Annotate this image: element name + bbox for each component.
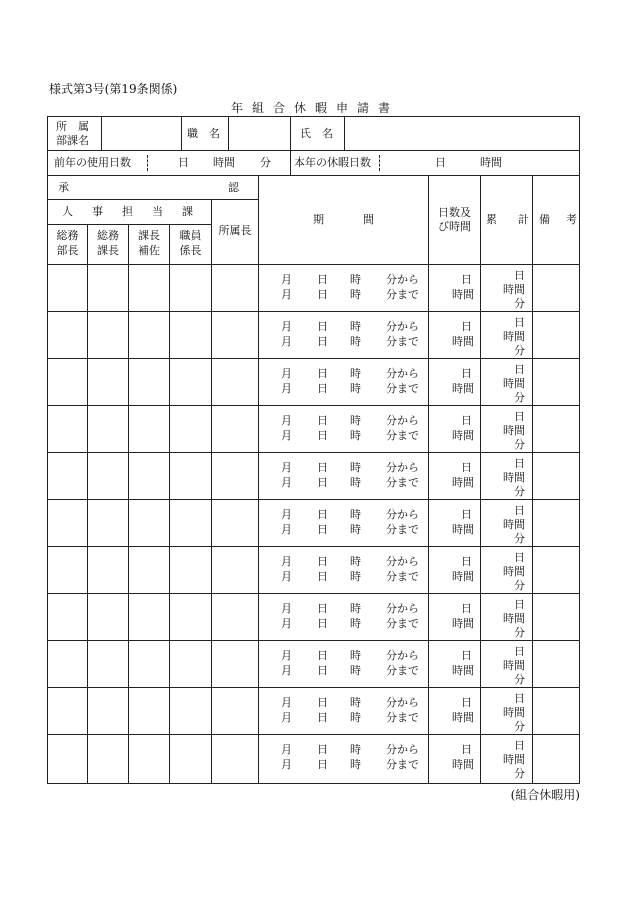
row-cum-m-text: 分 <box>514 344 525 357</box>
row-hour-text: 時 <box>350 461 361 474</box>
row-month-text: 月 <box>281 273 292 286</box>
row-cum-m-text: 分 <box>514 626 525 639</box>
row-month-text: 月 <box>281 743 292 756</box>
row-hour-text: 時 <box>350 414 361 427</box>
row-cum-h-text: 時間 <box>503 471 525 484</box>
row-hour-text: 時 <box>350 696 361 709</box>
row-cum-d-text: 日 <box>514 363 525 376</box>
approval-col2-l2: 課長 <box>97 244 119 257</box>
row-cum-d-text: 日 <box>514 598 525 611</box>
row-to-text: 分まで <box>386 758 419 771</box>
row-day-text: 日 <box>317 335 328 348</box>
row-from-text: 分から <box>386 273 419 286</box>
row-month-text: 月 <box>281 664 292 677</box>
row-d-text: 日 <box>461 696 472 709</box>
row-hour-text: 時 <box>350 523 361 536</box>
approval-col1-l2: 部長 <box>56 244 79 257</box>
row-from-text: 分から <box>386 602 419 615</box>
row-cum-d-text: 日 <box>514 739 525 752</box>
row-cum-h-text: 時間 <box>503 424 525 437</box>
row-day-text: 日 <box>317 288 328 301</box>
row-to-text: 分まで <box>386 570 419 583</box>
cumulative-header-2: 計 <box>518 213 529 226</box>
row-cum-d-text: 日 <box>514 551 525 564</box>
row-month-text: 月 <box>281 335 292 348</box>
row-cum-h-text: 時間 <box>503 706 525 719</box>
period-header-2: 間 <box>363 213 374 226</box>
prev-day-unit: 日 <box>178 156 189 169</box>
row-d-text: 日 <box>461 743 472 756</box>
personnel-section-label: 人 事 担 当 課 <box>62 205 197 218</box>
row-day-text: 日 <box>317 320 328 333</box>
days-header-l1: 日数及 <box>438 206 471 219</box>
cumulative-header-1: 累 <box>486 213 497 226</box>
row-h-text: 時間 <box>452 429 474 442</box>
approval-col3-l1: 課長 <box>138 229 160 242</box>
prev-year-label: 前年の使用日数 <box>54 156 131 169</box>
row-month-text: 月 <box>281 320 292 333</box>
row-to-text: 分まで <box>386 476 419 489</box>
dept-label-line2: 部課名 <box>56 134 89 147</box>
row-day-text: 日 <box>317 758 328 771</box>
row-to-text: 分まで <box>386 335 419 348</box>
row-month-text: 月 <box>281 696 292 709</box>
row-month-text: 月 <box>281 414 292 427</box>
row-day-text: 日 <box>317 429 328 442</box>
row-day-text: 日 <box>317 414 328 427</box>
row-h-text: 時間 <box>452 570 474 583</box>
row-day-text: 日 <box>317 711 328 724</box>
row-cum-d-text: 日 <box>514 692 525 705</box>
row-from-text: 分から <box>386 367 419 380</box>
row-day-text: 日 <box>317 523 328 536</box>
approval-col3-l2: 補佐 <box>138 244 160 257</box>
row-day-text: 日 <box>317 461 328 474</box>
header-row-affiliation <box>47 116 580 151</box>
this-hour-unit: 時間 <box>480 156 502 169</box>
row-d-text: 日 <box>461 649 472 662</box>
row-h-text: 時間 <box>452 617 474 630</box>
row-hour-text: 時 <box>350 758 361 771</box>
row-hour-text: 時 <box>350 476 361 489</box>
approval-label-left: 承 <box>58 181 69 194</box>
row-day-text: 日 <box>317 555 328 568</box>
remarks-header-1: 備 <box>539 213 550 226</box>
row-month-text: 月 <box>281 508 292 521</box>
row-cum-m-text: 分 <box>514 485 525 498</box>
row-hour-text: 時 <box>350 664 361 677</box>
row-cum-m-text: 分 <box>514 720 525 733</box>
this-day-unit: 日 <box>435 156 446 169</box>
days-header-l2: び時間 <box>438 220 471 233</box>
row-month-text: 月 <box>281 476 292 489</box>
row-cum-d-text: 日 <box>514 269 525 282</box>
row-h-text: 時間 <box>452 382 474 395</box>
row-cum-h-text: 時間 <box>503 565 525 578</box>
row-cum-m-text: 分 <box>514 297 525 310</box>
row-hour-text: 時 <box>350 429 361 442</box>
row-day-text: 日 <box>317 476 328 489</box>
row-d-text: 日 <box>461 555 472 568</box>
row-cum-m-text: 分 <box>514 673 525 686</box>
row-month-text: 月 <box>281 288 292 301</box>
row-month-text: 月 <box>281 382 292 395</box>
row-hour-text: 時 <box>350 382 361 395</box>
row-month-text: 月 <box>281 617 292 630</box>
row-cum-h-text: 時間 <box>503 377 525 390</box>
row-hour-text: 時 <box>350 617 361 630</box>
footer-note: (組合休暇用) <box>510 788 580 802</box>
row-day-text: 日 <box>317 617 328 630</box>
row-month-text: 月 <box>281 570 292 583</box>
row-hour-text: 時 <box>350 711 361 724</box>
row-day-text: 日 <box>317 743 328 756</box>
row-hour-text: 時 <box>350 288 361 301</box>
approval-col2-l1: 総務 <box>97 229 119 242</box>
row-from-text: 分から <box>386 320 419 333</box>
row-cum-h-text: 時間 <box>503 612 525 625</box>
row-from-text: 分から <box>386 461 419 474</box>
row-d-text: 日 <box>461 414 472 427</box>
row-hour-text: 時 <box>350 367 361 380</box>
dept-label-line1: 所 属 <box>56 120 89 133</box>
approval-col4-l2: 係長 <box>179 244 202 257</box>
row-cum-m-text: 分 <box>514 391 525 404</box>
row-day-text: 日 <box>317 367 328 380</box>
row-day-text: 日 <box>317 602 328 615</box>
row-to-text: 分まで <box>386 523 419 536</box>
row-day-text: 日 <box>317 508 328 521</box>
remarks-header-2: 考 <box>566 213 577 226</box>
row-from-text: 分から <box>386 649 419 662</box>
row-cum-d-text: 日 <box>514 645 525 658</box>
row-h-text: 時間 <box>452 758 474 771</box>
row-h-text: 時間 <box>452 288 474 301</box>
row-month-text: 月 <box>281 555 292 568</box>
name-label: 氏 名 <box>300 127 333 140</box>
row-to-text: 分まで <box>386 617 419 630</box>
row-day-text: 日 <box>317 570 328 583</box>
row-month-text: 月 <box>281 523 292 536</box>
approval-col1-l1: 総務 <box>56 229 79 242</box>
row-from-text: 分から <box>386 696 419 709</box>
row-hour-text: 時 <box>350 555 361 568</box>
row-h-text: 時間 <box>452 664 474 677</box>
row-day-text: 日 <box>317 649 328 662</box>
this-year-label: 本年の休暇日数 <box>294 156 371 169</box>
row-h-text: 時間 <box>452 476 474 489</box>
row-d-text: 日 <box>461 461 472 474</box>
row-day-text: 日 <box>317 696 328 709</box>
row-day-text: 日 <box>317 273 328 286</box>
row-from-text: 分から <box>386 555 419 568</box>
period-header-1: 期 <box>313 213 324 226</box>
position-label: 職 名 <box>187 127 220 140</box>
row-hour-text: 時 <box>350 570 361 583</box>
row-month-text: 月 <box>281 758 292 771</box>
row-to-text: 分まで <box>386 429 419 442</box>
row-cum-h-text: 時間 <box>503 283 525 296</box>
row-cum-h-text: 時間 <box>503 518 525 531</box>
row-hour-text: 時 <box>350 335 361 348</box>
row-from-text: 分から <box>386 414 419 427</box>
row-month-text: 月 <box>281 367 292 380</box>
row-cum-m-text: 分 <box>514 532 525 545</box>
row-hour-text: 時 <box>350 743 361 756</box>
row-d-text: 日 <box>461 602 472 615</box>
form-label: 様式第3号(第19条関係) <box>49 82 178 96</box>
row-hour-text: 時 <box>350 320 361 333</box>
row-d-text: 日 <box>461 273 472 286</box>
row-month-text: 月 <box>281 602 292 615</box>
row-cum-m-text: 分 <box>514 438 525 451</box>
row-from-text: 分から <box>386 743 419 756</box>
row-day-text: 日 <box>317 382 328 395</box>
row-to-text: 分まで <box>386 711 419 724</box>
row-cum-d-text: 日 <box>514 457 525 470</box>
row-d-text: 日 <box>461 367 472 380</box>
approval-label-right: 認 <box>228 181 239 194</box>
row-from-text: 分から <box>386 508 419 521</box>
row-to-text: 分まで <box>386 664 419 677</box>
row-month-text: 月 <box>281 649 292 662</box>
form-title: 年組合休暇申請書 <box>230 101 399 115</box>
row-h-text: 時間 <box>452 335 474 348</box>
row-h-text: 時間 <box>452 523 474 536</box>
row-cum-d-text: 日 <box>514 316 525 329</box>
prev-hour-unit: 時間 <box>213 156 235 169</box>
row-cum-h-text: 時間 <box>503 659 525 672</box>
row-d-text: 日 <box>461 508 472 521</box>
row-month-text: 月 <box>281 461 292 474</box>
row-hour-text: 時 <box>350 273 361 286</box>
leave-table <box>47 175 580 784</box>
row-cum-d-text: 日 <box>514 504 525 517</box>
row-cum-d-text: 日 <box>514 410 525 423</box>
row-hour-text: 時 <box>350 649 361 662</box>
row-h-text: 時間 <box>452 711 474 724</box>
row-cum-h-text: 時間 <box>503 330 525 343</box>
header-row-days <box>47 150 580 176</box>
row-d-text: 日 <box>461 320 472 333</box>
row-day-text: 日 <box>317 664 328 677</box>
row-to-text: 分まで <box>386 288 419 301</box>
row-cum-h-text: 時間 <box>503 753 525 766</box>
row-cum-m-text: 分 <box>514 767 525 780</box>
row-cum-m-text: 分 <box>514 579 525 592</box>
prev-min-unit: 分 <box>260 156 271 169</box>
row-hour-text: 時 <box>350 508 361 521</box>
row-month-text: 月 <box>281 429 292 442</box>
dept-head-label: 所属長 <box>218 224 252 237</box>
row-to-text: 分まで <box>386 382 419 395</box>
approval-col4-l1: 職員 <box>179 229 202 242</box>
row-hour-text: 時 <box>350 602 361 615</box>
row-month-text: 月 <box>281 711 292 724</box>
